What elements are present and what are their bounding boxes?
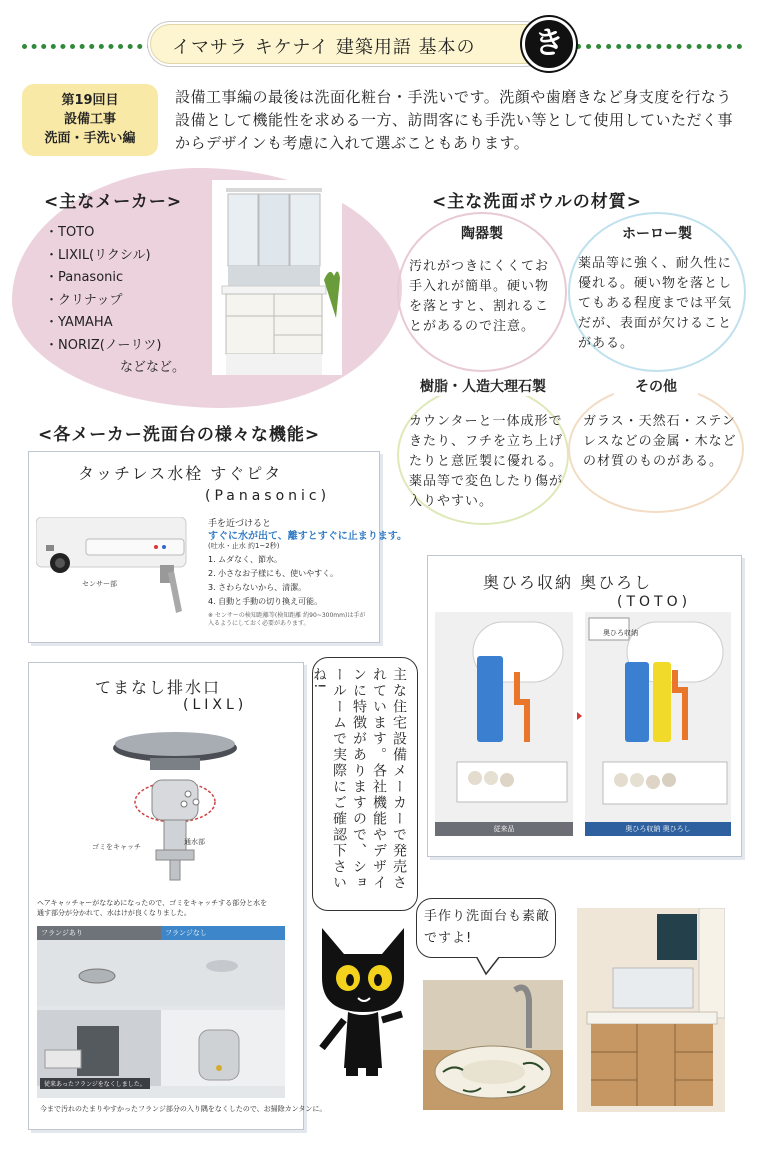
sensor-label: センサー部 xyxy=(82,580,117,588)
issue-category: 設備工事 xyxy=(63,112,116,127)
bowls-title: <主な洗面ボウルの材質> xyxy=(432,192,642,212)
issue-number: 第19回目 xyxy=(61,93,119,108)
tab-flange-on: フランジあり xyxy=(37,926,161,940)
touchless-title: タッチレス水栓 すぐピタ xyxy=(78,464,283,483)
material-desc: ガラス・天然石・ステンレスなどの金属・木などの材質のものがある。 xyxy=(583,414,737,469)
drain-bottom-note: 従来あったフランジをなくしました。 xyxy=(40,1078,150,1089)
makers-list xyxy=(45,222,185,380)
issue-topic: 洗面・手洗い編 xyxy=(44,131,136,146)
maker-item: ・Panasonic xyxy=(45,270,124,285)
storage-title: 奥ひろ収納 奥ひろし xyxy=(483,573,653,592)
cat-mascot xyxy=(308,920,418,1080)
drain-title: てまなし排水口 xyxy=(95,678,222,697)
material-name: ホーロー製 xyxy=(622,226,692,242)
storage-label-old: 従来品 xyxy=(435,822,573,836)
storage-label-new: 奥ひろ収納 奥ひろし xyxy=(585,822,731,836)
faucet-image xyxy=(36,517,206,617)
maker-item: ・NORIZ(ノーリツ) xyxy=(45,337,162,353)
material-name: 陶器製 xyxy=(461,226,503,242)
header-title: イマサラ キケナイ 建築用語 基本の xyxy=(172,37,476,58)
speech-vertical-text: 主な住宅設備メーカーで発売されています。各社機能やデザインに特徴がありますので、ショールームで実際にご確認下さいね! xyxy=(311,667,407,891)
handmade-basin-photo xyxy=(423,980,563,1110)
maker-item: ・LIXIL(リクシル) xyxy=(45,247,151,263)
maker-item: ・クリナップ xyxy=(45,292,123,308)
intro-text: 設備工事編の最後は洗面化粧台・手洗いです。洗顔や歯磨きなど身支度を行なう設備として機能性を求める一方、訪問客にも手洗い等として使用していただく事からデザインも考慮に入れて選ぶこともあります。 xyxy=(175,88,734,152)
makers-title: <主なメーカー> xyxy=(44,192,183,212)
header-dotted-line-left xyxy=(22,44,152,49)
maker-item: ・TOTO xyxy=(45,225,95,240)
catch-label: ゴミをキャッチ xyxy=(92,843,141,851)
drain-description: ヘアキャッチャーがななめになったので、ゴミをキャッチする部分と水を通す部分が分かれて、水はけが良くなりました。 xyxy=(37,899,268,917)
maker-item: ・YAMAHA xyxy=(45,315,113,330)
material-desc: 薬品等に強く、耐久性に優れる。硬い物を落としてもある程度までは平気だが、表面が欠けることがある。 xyxy=(578,256,733,351)
material-name: その他 xyxy=(614,376,698,396)
makers-suffix: などなど。 xyxy=(120,360,186,375)
touchless-point: 1. ムダなく、節水。 xyxy=(208,555,283,564)
drain-compare-image xyxy=(37,940,285,1090)
touchless-note: (吐水・止水 約1~2秒) xyxy=(208,542,280,550)
storage-badge: 奥ひろ収納 xyxy=(603,629,638,637)
flow-label: 通水部 xyxy=(184,838,205,846)
touchless-footnote: ※ センサーの検知距離等(検知距離 約90~300mm)は手が入るようにしておく必要があります。 xyxy=(208,612,366,627)
vanity-illustration xyxy=(212,180,342,375)
touchless-point: 2. 小さなお子様にも、使いやすく。 xyxy=(208,569,339,578)
tab-flange-off: フランジなし xyxy=(161,926,285,940)
touchless-points xyxy=(208,553,338,609)
functions-title: <各メーカー洗面台の様々な機能> xyxy=(38,425,321,445)
header-dotted-line-right xyxy=(576,44,742,49)
drain-illustration xyxy=(100,724,250,884)
drain-footer: 今まで汚れのたまりやすかったフランジ部分の入り隅をなくしたので、お掃除カンタンに。 xyxy=(40,1105,327,1113)
issue-badge xyxy=(22,84,158,156)
drain-maker: (LIXL) xyxy=(183,697,248,713)
touchless-maker: (Panasonic) xyxy=(205,488,331,504)
material-desc: 汚れがつきにくくてお手入れが簡単。硬い物を落とすと、割れることがあるので注意。 xyxy=(409,259,550,334)
speech-handmade-text: 手作り洗面台も素敵ですよ! xyxy=(424,909,551,946)
storage-comparison-image xyxy=(435,612,731,838)
touchless-point: 4. 自動と手動の切り換え可能。 xyxy=(208,597,323,606)
speech-tail xyxy=(476,956,506,976)
touchless-lead: 手を近づけると xyxy=(208,519,272,529)
wooden-vanity-photo xyxy=(577,908,725,1112)
material-name: 樹脂・人造大理石製 xyxy=(400,376,566,396)
header-ki-badge: き xyxy=(522,17,576,71)
touchless-point: 3. さわらないから、清潔。 xyxy=(208,583,307,592)
material-desc: カウンターと一体成形できたり、フチを立ち上げたりと意匠製に優れる。薬品等で変色したり傷が入りやすい。 xyxy=(409,414,564,509)
touchless-highlight: すぐに水が出て、離すとすぐに止まります。 xyxy=(208,531,407,542)
storage-maker: (TOTO) xyxy=(617,594,692,610)
